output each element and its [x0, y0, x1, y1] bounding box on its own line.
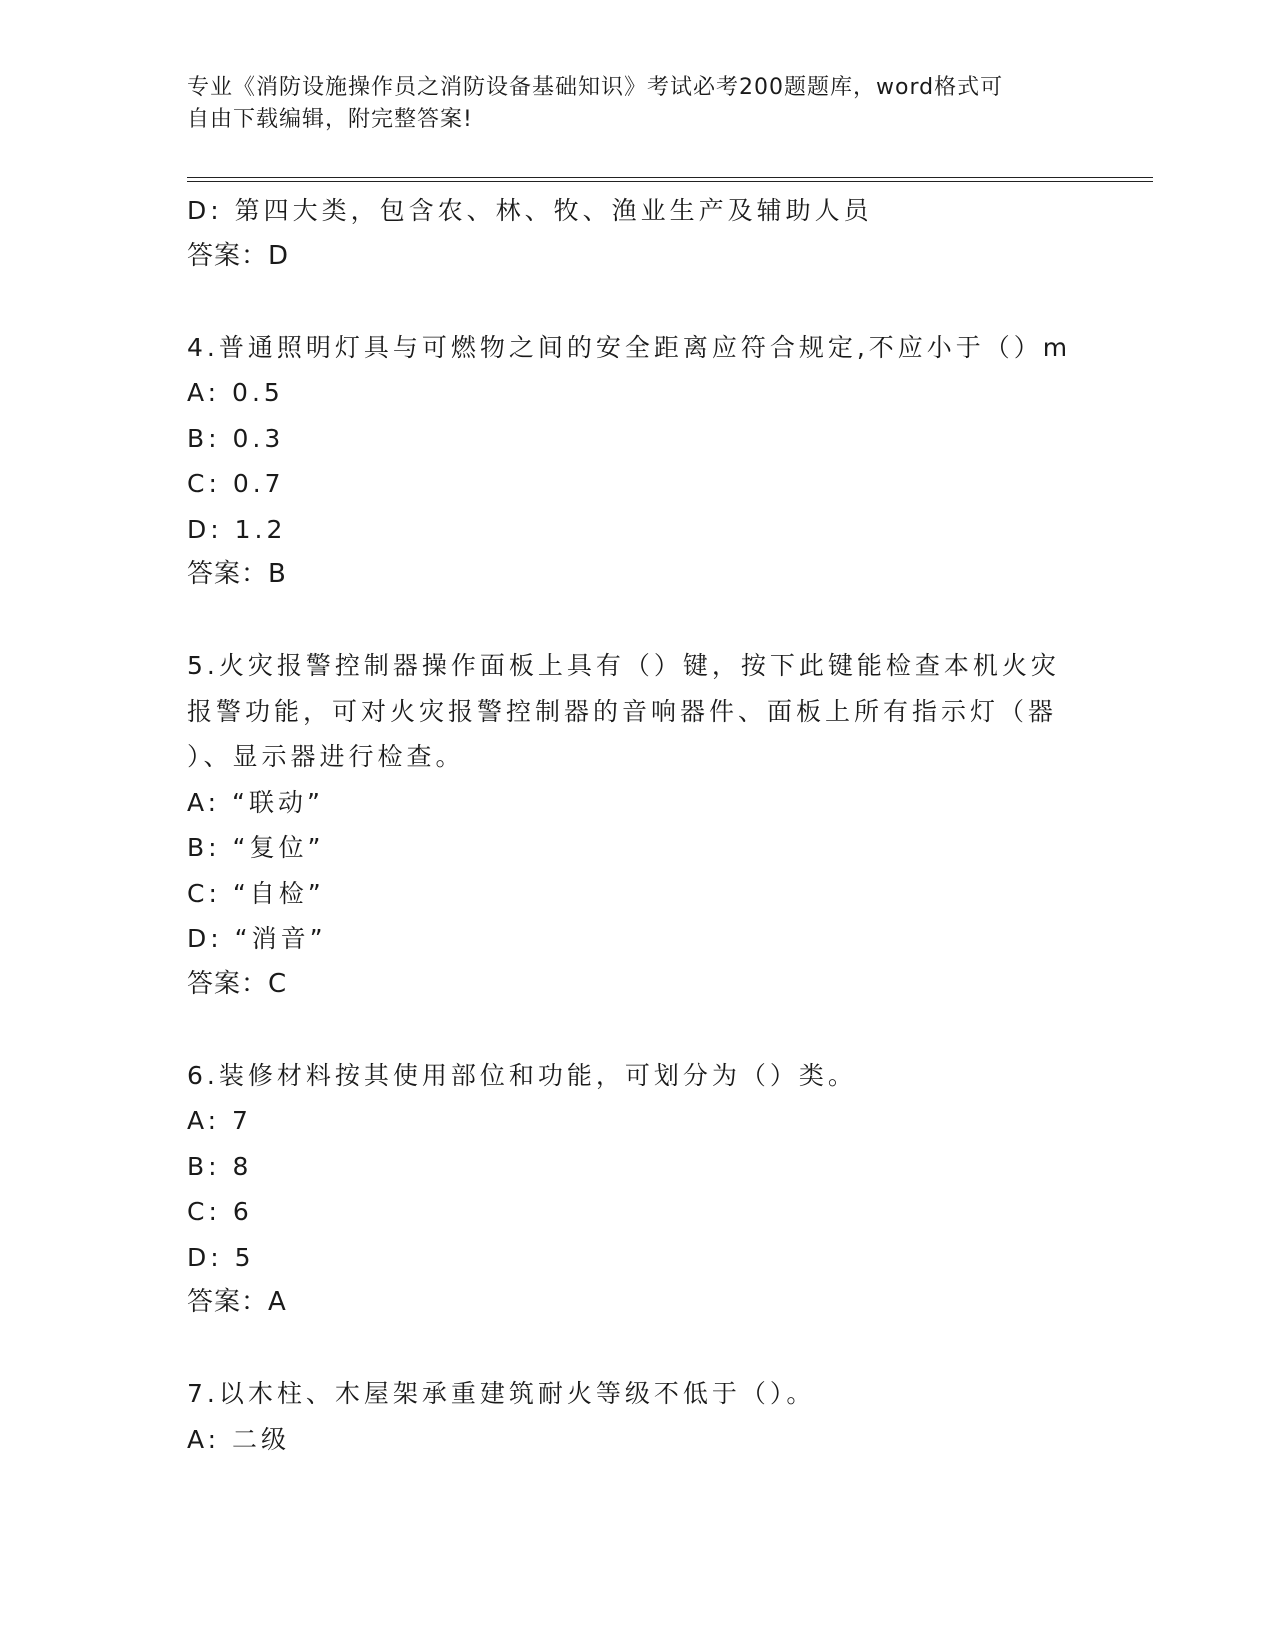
q6-option-d: D: 5: [187, 1242, 255, 1272]
q5-question-line-3: ）、显示器进行检查。: [187, 742, 465, 771]
q5-option-b: B: “复位”: [187, 833, 325, 862]
q5-answer: 答案：C: [187, 968, 288, 999]
document-header: [187, 72, 1067, 136]
q4-answer: 答案：B: [187, 559, 287, 589]
header-title-line-1: 专业《消防设施操作员之消防设备基础知识》考试必考200题题库，word格式可: [187, 75, 1004, 100]
q7-option-a: A: 二级: [187, 1424, 291, 1454]
q3-answer: 答案：D: [187, 240, 290, 271]
q5-question-line-2: 报警功能，可对火灾报警控制器的音响器件、面板上所有指示灯（器: [187, 696, 1058, 726]
q6-option-c: C: 6: [187, 1197, 253, 1226]
q4-option-d: D: 1.2: [187, 514, 287, 544]
q4-question: 4.普通照明灯具与可燃物之间的安全距离应符合规定,不应小于（）m: [187, 332, 1072, 362]
q5-option-a: A: “联动”: [187, 787, 324, 817]
question-6: [187, 1053, 1087, 1326]
spacer: [187, 1326, 1087, 1372]
q4-option-c: C: 0.7: [187, 469, 285, 498]
question-3-tail: [187, 188, 1087, 279]
header-divider: [187, 177, 1153, 182]
q4-option-b: B: 0.3: [187, 423, 285, 453]
spacer: [187, 598, 1087, 644]
q5-option-c: C: “自检”: [187, 878, 325, 908]
q4-option-a: A: 0.5: [187, 378, 284, 407]
spacer: [187, 279, 1087, 325]
q5-option-d: D: “消音”: [187, 924, 327, 953]
q6-option-b: B: 8: [187, 1151, 253, 1181]
q3-option-d: D: 第四大类，包含农、林、牧、渔业生产及辅助人员: [187, 196, 873, 225]
q6-question: 6.装修材料按其使用部位和功能，可划分为（）类。: [187, 1060, 857, 1090]
question-list: [187, 188, 1087, 1462]
question-4: [187, 325, 1087, 598]
spacer: [187, 1007, 1087, 1053]
question-7: [187, 1371, 1087, 1462]
q6-option-a: A: 7: [187, 1106, 252, 1135]
q5-question-line-1: 5.火灾报警控制器操作面板上具有（）键，按下此键能检查本机火灾: [187, 651, 1060, 680]
question-5: [187, 643, 1087, 1007]
q7-question: 7.以木柱、木屋架承重建筑耐火等级不低于（）。: [187, 1379, 816, 1408]
header-title-line-2: 自由下载编辑，附完整答案!: [187, 107, 473, 132]
q6-answer: 答案：A: [187, 1287, 287, 1317]
